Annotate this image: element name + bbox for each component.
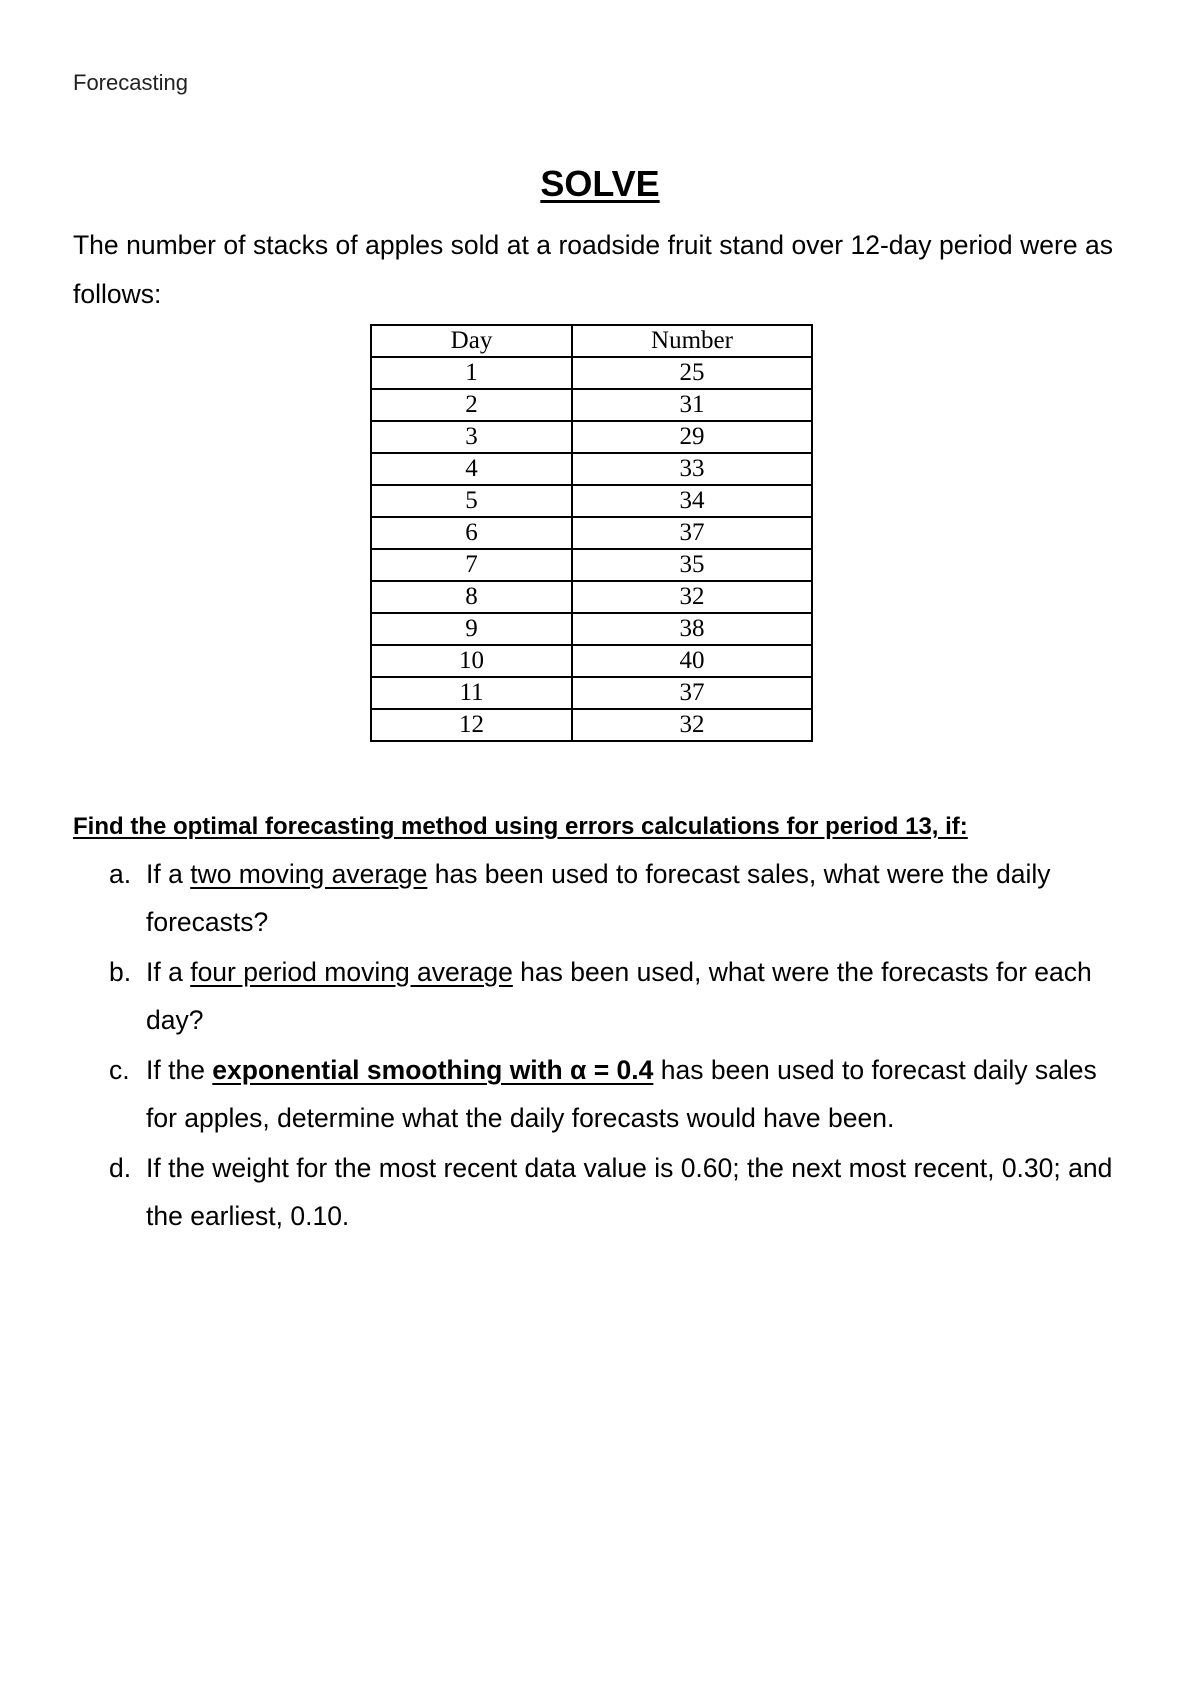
question-text-post: has been used to forecast daily sales for apples, determine what the daily forecasts would have been.	[146, 1055, 1097, 1133]
cell-number: 33	[572, 453, 812, 485]
question-text-pre: If the weight for the most recent data value is 0.60; the next most recent, 0.30; and the earliest, 0.10.	[146, 1153, 1113, 1231]
table-row	[371, 549, 812, 581]
table-row	[371, 677, 812, 709]
table-row	[371, 517, 812, 549]
intro-paragraph: The number of stacks of apples sold at a roadside fruit stand over 12-day period were as follows:	[73, 230, 1113, 309]
table-row	[371, 357, 812, 389]
page-header: Forecasting	[73, 70, 188, 95]
question-text-pre: If a	[146, 957, 191, 987]
title-text: SOLVE	[540, 163, 660, 204]
cell-day: 11	[371, 677, 572, 709]
table-row	[371, 485, 812, 517]
cell-day: 6	[371, 517, 572, 549]
cell-number: 37	[572, 517, 812, 549]
table-row	[371, 389, 812, 421]
question-text-pre: If a	[146, 859, 191, 889]
question-marker: c.	[109, 1055, 130, 1085]
cell-day: 9	[371, 613, 572, 645]
sales-table	[370, 324, 813, 742]
cell-day: 12	[371, 709, 572, 741]
cell-day: 2	[371, 389, 572, 421]
question-emphasis: two moving average	[190, 859, 428, 889]
cell-number: 29	[572, 421, 812, 453]
cell-number: 31	[572, 389, 812, 421]
question-text-pre: If the	[146, 1055, 213, 1085]
cell-number: 32	[572, 581, 812, 613]
table-body	[371, 357, 812, 741]
table-row	[371, 581, 812, 613]
question-item	[73, 1144, 1113, 1240]
table-row	[371, 421, 812, 453]
table-row	[371, 453, 812, 485]
cell-day: 8	[371, 581, 572, 613]
cell-number: 38	[572, 613, 812, 645]
cell-number: 25	[572, 357, 812, 389]
cell-day: 4	[371, 453, 572, 485]
page-title	[0, 163, 1200, 205]
question-marker: a.	[109, 859, 132, 889]
question-item	[73, 1046, 1113, 1142]
cell-day: 3	[371, 421, 572, 453]
question-item	[73, 850, 1113, 946]
table-row	[371, 645, 812, 677]
cell-day: 10	[371, 645, 572, 677]
question-marker: d.	[109, 1153, 132, 1183]
column-header-number: Number	[572, 325, 812, 357]
cell-day: 1	[371, 357, 572, 389]
column-header-day: Day	[371, 325, 572, 357]
cell-day: 7	[371, 549, 572, 581]
table-row	[371, 613, 812, 645]
cell-number: 34	[572, 485, 812, 517]
question-heading: Find the optimal forecasting method using errors calculations for period 13, if:	[73, 813, 968, 840]
question-marker: b.	[109, 957, 132, 987]
cell-number: 35	[572, 549, 812, 581]
cell-number: 32	[572, 709, 812, 741]
question-emphasis: exponential smoothing with α = 0.4	[212, 1055, 654, 1085]
question-list	[73, 850, 1113, 1242]
cell-number: 37	[572, 677, 812, 709]
table-header-row	[371, 325, 812, 357]
cell-number: 40	[572, 645, 812, 677]
question-emphasis: four period moving average	[190, 957, 513, 987]
table-row	[371, 709, 812, 741]
question-text-post: has been used, what were the forecasts for each day?	[146, 957, 1092, 1035]
cell-day: 5	[371, 485, 572, 517]
question-item	[73, 948, 1113, 1044]
question-text-post: has been used to forecast sales, what were the daily forecasts?	[146, 859, 1051, 937]
